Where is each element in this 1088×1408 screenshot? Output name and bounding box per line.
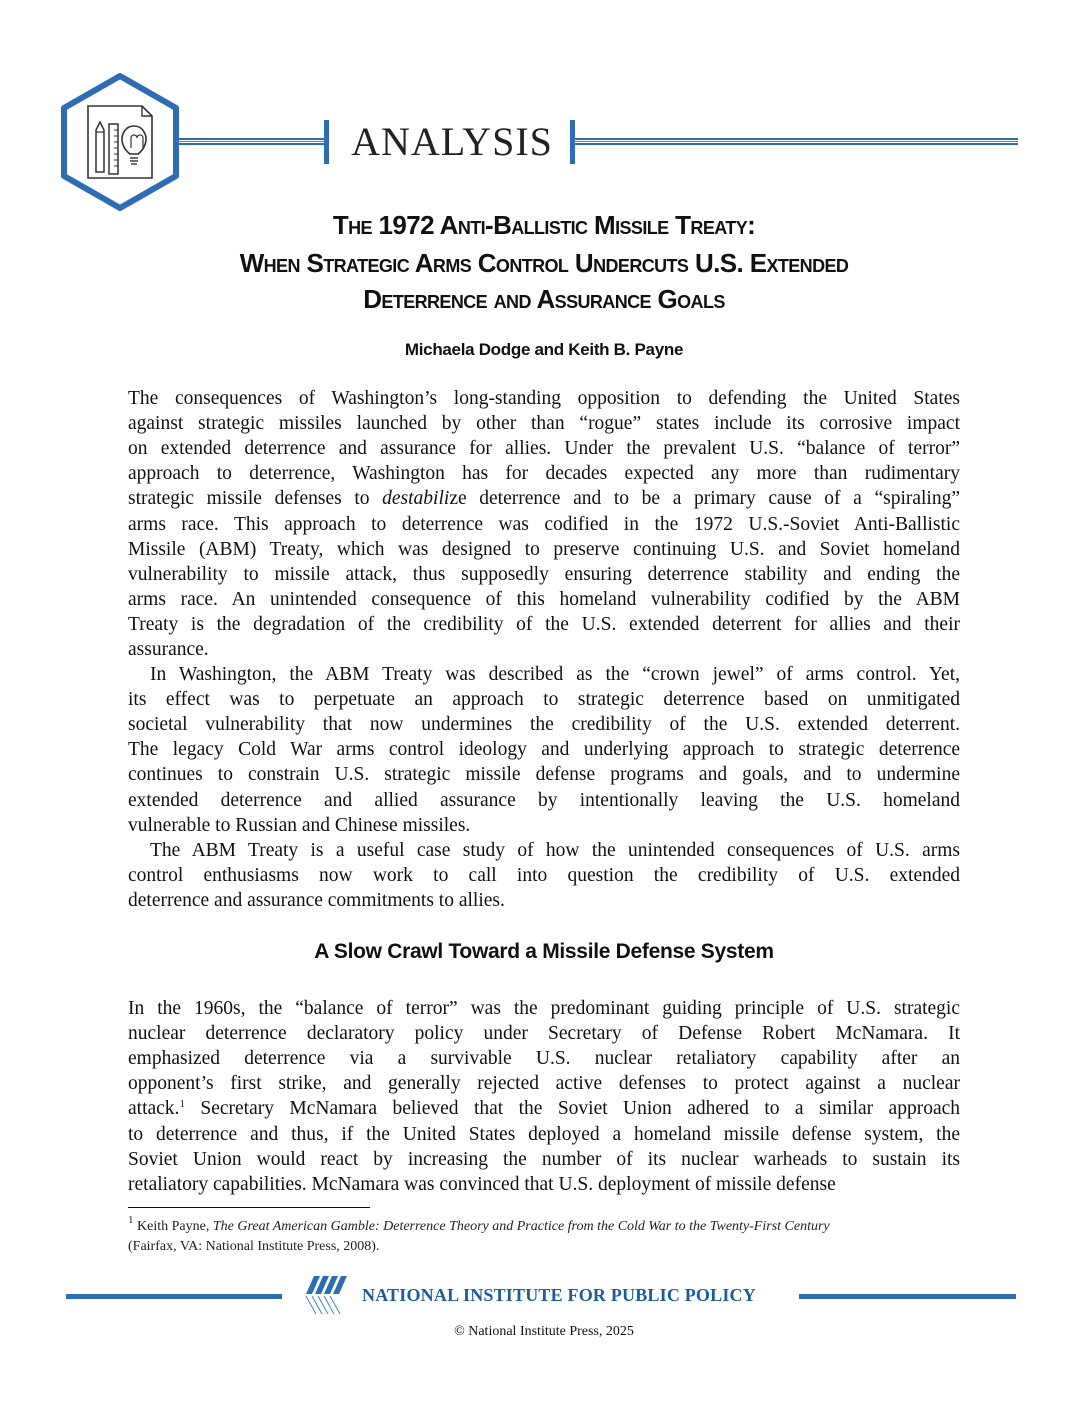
copyright-notice: © National Institute Press, 2025 xyxy=(454,1324,634,1339)
italic-emphasis: destabili xyxy=(382,488,450,510)
text-line: arms race. This approach to deterrence was codified in the 1972 U.S.-Soviet Anti-Ballistic xyxy=(128,513,960,535)
text-line: The legacy Cold War arms control ideology and underlying approach to strategic deterrence xyxy=(128,739,960,761)
text-line: nuclear deterrence declaratory policy under Secretary of Defense Robert McNamara. It xyxy=(128,1023,960,1045)
footnote-book-title: The Great American Gamble: Deterrence Theory and Practice from the Cold War to the Twenty-First Century xyxy=(212,1219,830,1234)
blueprint-lightbulb-icon xyxy=(58,72,182,212)
title-line-3: Deterrence and Assurance Goals xyxy=(363,284,725,314)
text-line: assurance. xyxy=(128,639,209,660)
header-bar-left xyxy=(324,120,329,164)
text-line: emphasized deterrence via a survivable U.S. nuclear retaliatory capability after an xyxy=(128,1048,960,1070)
text-run: Secretary McNamara believed that the Soviet Union adhered to a similar approach xyxy=(184,1098,960,1120)
text-line: Treaty is the degradation of the credibility of the U.S. extended deterrent for allies and their xyxy=(128,613,960,635)
header-rule-right xyxy=(574,138,1018,145)
text-line: vulnerability to missile attack, thus supposedly ensuring deterrence stability and ending the xyxy=(128,563,960,585)
section-heading: A Slow Crawl Toward a Missile Defense System xyxy=(314,940,774,963)
footer-org-name: NATIONAL INSTITUTE FOR PUBLIC POLICY xyxy=(362,1285,756,1305)
text-line: approach to deterrence, Washington has for decades expected any more than rudimentary xyxy=(128,463,960,485)
text-line: Missile (ABM) Treaty, which was designed to preserve continuing U.S. and Soviet homeland xyxy=(128,538,960,560)
title-line-1: The 1972 Anti-Ballistic Missile Treaty: xyxy=(332,210,756,240)
text-line: continues to constrain U.S. strategic missile defense programs and goals, and to undermine xyxy=(128,764,960,786)
text-line: In Washington, the ABM Treaty was described as the “crown jewel” of arms control. Yet, xyxy=(150,664,960,685)
text-run: attack. xyxy=(128,1098,180,1120)
footnote-number: 1 xyxy=(128,1214,134,1226)
text-line: The ABM Treaty is a useful case study of how the unintended consequences of U.S. arms xyxy=(150,840,960,861)
text-line: on extended deterrence and assurance for allies. Under the prevalent U.S. “balance of terror” xyxy=(128,438,960,460)
text-line: control enthusiasms now work to call into question the credibility of U.S. extended xyxy=(128,865,960,887)
footnote-1-publisher: (Fairfax, VA: National Institute Press, 2008). xyxy=(128,1239,380,1254)
text-line: to deterrence and thus, if the United States deployed a homeland missile defense system, the xyxy=(128,1123,960,1145)
footnote-ref-1[interactable]: 1 xyxy=(179,1098,185,1111)
authors: Michaela Dodge and Keith B. Payne xyxy=(404,340,684,359)
text-line: arms race. An unintended consequence of this homeland vulnerability codified by the ABM xyxy=(128,588,960,610)
text-line: The consequences of Washington’s long-standing opposition to defending the United States xyxy=(128,388,960,409)
text-line xyxy=(128,486,960,511)
header-rule-left xyxy=(176,138,326,145)
title-line-2: When Strategic Arms Control Undercuts U.S. Extended xyxy=(239,248,849,278)
text-run: ze deterrence and to be a primary cause of a “spiraling” xyxy=(449,488,960,510)
text-line: In the 1960s, the “balance of terror” was the predominant guiding principle of U.S. strategic xyxy=(128,998,960,1019)
footnote-rule xyxy=(128,1207,370,1208)
footnote-1 xyxy=(128,1214,968,1235)
document-type-label: ANALYSIS xyxy=(351,119,553,164)
nipp-stripes-logo xyxy=(302,1274,352,1316)
footer-rule-left xyxy=(66,1294,282,1299)
text-line: against strategic missiles launched by other than “rogue” states include its corrosive impact xyxy=(128,413,960,435)
text-run: strategic missile defenses to xyxy=(128,488,383,510)
text-line xyxy=(128,1096,960,1121)
text-line: opponent’s first strike, and generally rejected active defenses to protect against a nuclear xyxy=(128,1073,960,1095)
text-line: societal vulnerability that now undermines the credibility of the U.S. extended deterrent. xyxy=(128,714,960,736)
text-line: Soviet Union would react by increasing the number of its nuclear warheads to sustain its xyxy=(128,1148,960,1170)
text-line: vulnerable to Russian and Chinese missiles. xyxy=(128,814,471,836)
footer-rule-right xyxy=(799,1294,1016,1299)
text-line: deterrence and assurance commitments to allies. xyxy=(128,890,505,912)
text-line: retaliatory capabilities. McNamara was convinced that U.S. deployment of missile defense xyxy=(128,1173,836,1195)
text-line: extended deterrence and allied assurance by intentionally leaving the U.S. homeland xyxy=(128,789,960,811)
footnote-author: Keith Payne, xyxy=(133,1219,213,1234)
text-line: its effect was to perpetuate an approach to strategic deterrence based on unmitigated xyxy=(128,689,960,711)
